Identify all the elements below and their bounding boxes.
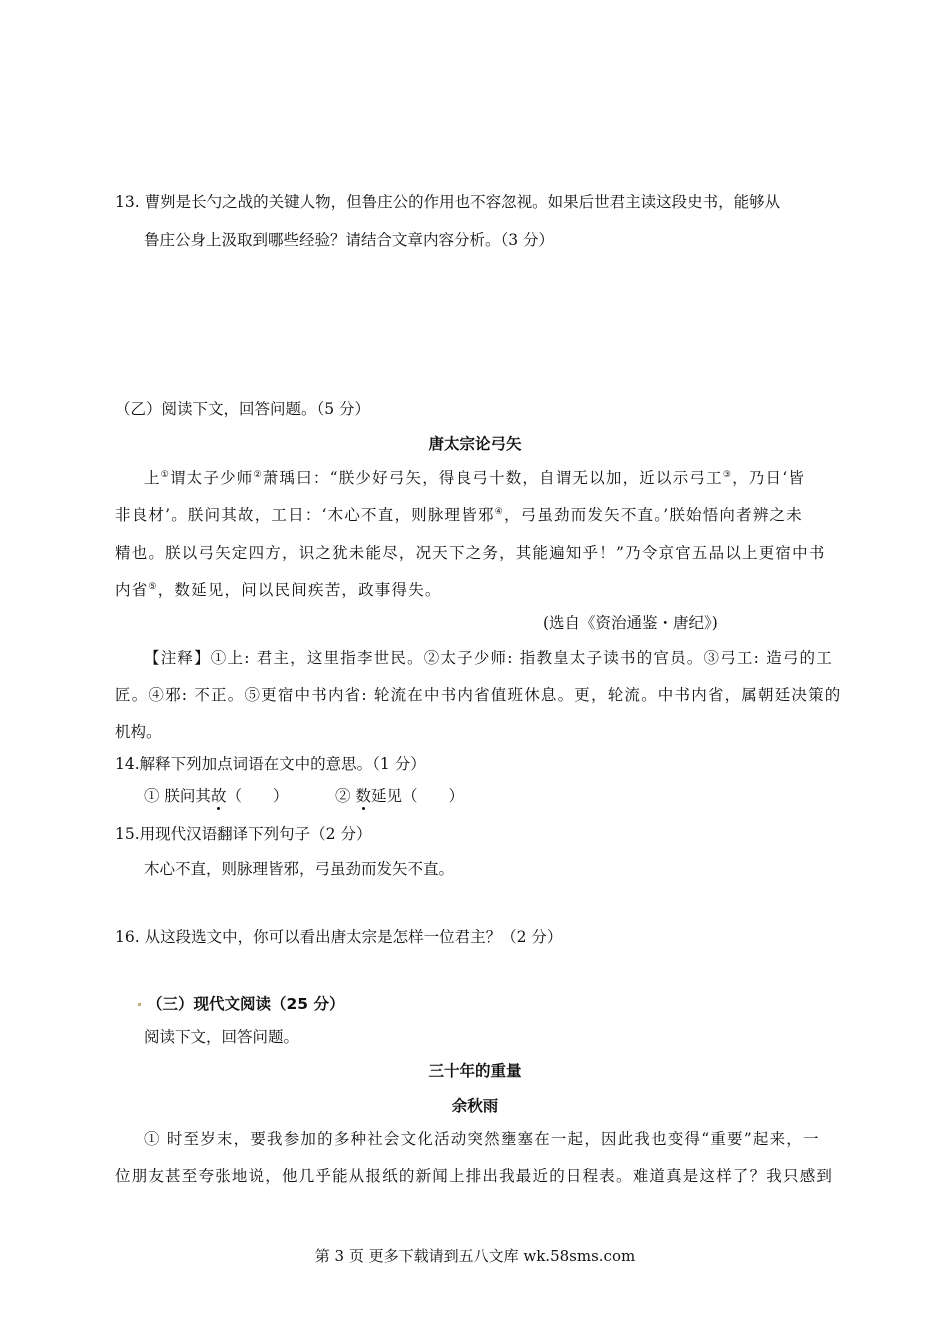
notes-line1: 【注释】①上: 君主，这里指李世民。②太子少师: 指教皇太子读书的官员。③弓工: 造弓的工 bbox=[144, 649, 833, 667]
question-14-item2: ② 数延见（ ） bbox=[335, 787, 464, 805]
section-yi-heading: （乙）阅读下文，回答问题。（5 分） bbox=[115, 400, 371, 418]
passage-line2: 非良材’。朕问其故，工日：‘木心不直，则脉理皆邪④，弓虽劲而发矢不直。’朕始悟向者辨之未 bbox=[115, 506, 803, 524]
passage-title: 唐太宗论弓矢 bbox=[428, 435, 522, 453]
dotted-char-shu: 数 bbox=[355, 787, 371, 805]
question-13-line1: 13. 曹刿是长勺之战的关键人物，但鲁庄公的作用也不容忽视。如果后世君主读这段史书，能够从 bbox=[115, 193, 781, 211]
note-marker-4: ④ bbox=[494, 507, 504, 517]
section-san-instruction: 阅读下文，回答问题。 bbox=[144, 1028, 300, 1046]
notes-line2: 匠。④邪: 不正。⑤更宿中书内省: 轮流在中书内省值班休息。更，轮流。中书内省，属朝廷决策的 bbox=[115, 686, 842, 704]
passage-line3: 精也。朕以弓矢定四方，识之犹未能尽，况天下之务，其能遍知乎！”乃令京官五品以上更宿中书 bbox=[115, 544, 826, 562]
article-title: 三十年的重量 bbox=[428, 1062, 522, 1080]
passage-line4: 内省⑤，数延见，问以民间疾苦，政事得失。 bbox=[115, 581, 442, 599]
note-marker-2: ② bbox=[253, 470, 263, 480]
speck-mark bbox=[138, 1003, 141, 1006]
question-15-sentence: 木心不直，则脉理皆邪，弓虽劲而发矢不直。 bbox=[144, 860, 455, 878]
note-marker-1: ① bbox=[160, 470, 170, 480]
article-para1-line2: 位朋友甚至夸张地说，他几乎能从报纸的新闻上排出我最近的日程表。难道真是这样了？我只感到 bbox=[115, 1167, 834, 1185]
section-san-heading: （三）现代文阅读（25 分） bbox=[138, 993, 344, 1015]
article-author: 余秋雨 bbox=[451, 1097, 499, 1115]
passage-line1: 上①谓太子少师②萧瑀曰：“朕少好弓矢，得良弓十数，自谓无以加，近以示弓工③，乃日‘皆 bbox=[144, 469, 806, 487]
answer-blank-2[interactable]: 延见（ ） bbox=[370, 787, 464, 805]
question-14-item1: ① 朕问其故（ ） bbox=[144, 787, 289, 805]
question-16: 16. 从这段选文中，你可以看出唐太宗是怎样一位君主？（2 分） bbox=[115, 928, 563, 946]
notes-line3: 机构。 bbox=[115, 723, 162, 741]
dotted-char-gu: 故 bbox=[210, 787, 227, 805]
article-para1-line1: ① 时至岁末，要我参加的多种社会文化活动突然壅塞在一起，因此我也变得“重要”起来，一 bbox=[144, 1130, 820, 1148]
question-13-line2: 鲁庄公身上汲取到哪些经验？请结合文章内容分析。（3 分） bbox=[144, 231, 555, 249]
answer-blank-1[interactable]: （ ） bbox=[226, 787, 289, 805]
question-14: 14.解释下列加点词语在文中的意思。（1 分） bbox=[115, 755, 426, 773]
note-marker-5: ⑤ bbox=[148, 582, 158, 592]
page-footer: 第 3 页 更多下载请到五八文库 wk.58sms.com bbox=[314, 1247, 636, 1265]
passage-source: (选自《资治通鉴・唐纪》) bbox=[543, 614, 718, 632]
note-marker-3: ③ bbox=[722, 470, 733, 480]
question-15: 15.用现代汉语翻译下列句子（2 分） bbox=[115, 825, 372, 843]
